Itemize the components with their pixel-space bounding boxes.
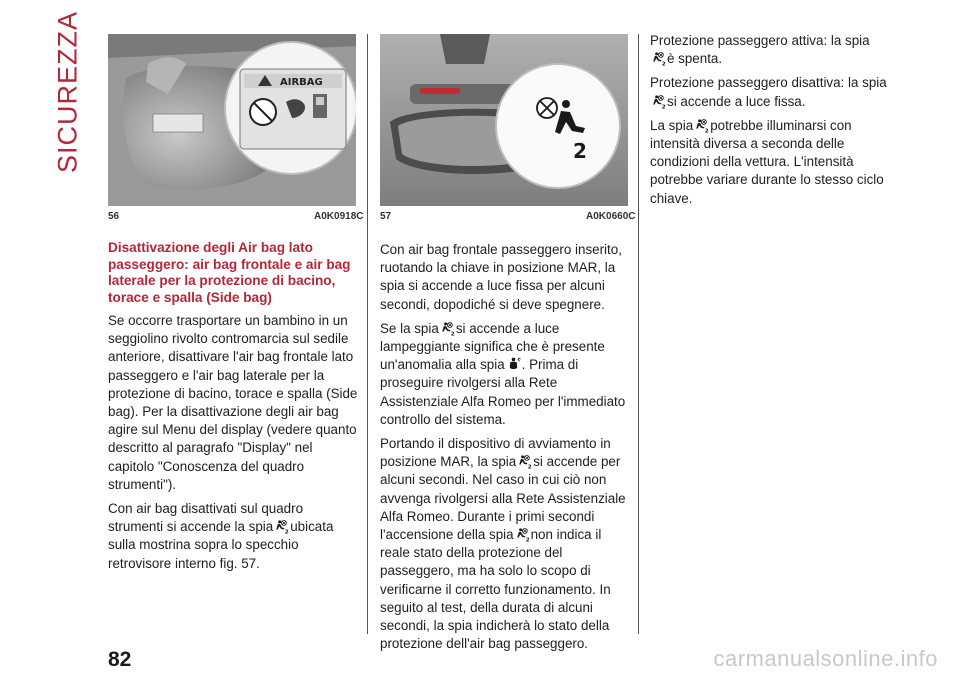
airbag-off-icon: [651, 94, 666, 109]
figure-57-number: 57: [380, 211, 392, 222]
figure-57-label: 2: [573, 139, 587, 163]
column-2: [380, 241, 630, 659]
figure-56-code: A0K0918C: [314, 211, 364, 222]
column-1: [108, 240, 358, 579]
section-title-text: SICUREZZA: [52, 10, 83, 174]
airbag-off-icon: [274, 519, 289, 534]
paragraph: [650, 32, 900, 68]
watermark: carmanualsonline.info: [713, 646, 938, 671]
figure-57-image: [380, 34, 628, 206]
column-divider-1: [367, 34, 368, 634]
column-3: [650, 32, 900, 214]
figure-56-label: AIRBAG: [280, 77, 323, 88]
airbag-off-icon: [440, 321, 455, 336]
text: potrebbe illuminarsi con intensità diversa a seconda delle condizioni della vettura. L'intensità potrebbe variare durante lo stesso ciclo chiave.: [650, 117, 884, 206]
text: si accende a luce fissa.: [667, 93, 806, 109]
paragraph: [380, 435, 630, 653]
text: non indica il reale stato della protezione del passeggero, ma ha solo lo scopo di verificarne il corretto funzionamento. In seguito al test, della durata di alcuni secondi, la spia indicherà lo stato della protezione dell'air bag passeggero.: [380, 527, 611, 652]
paragraph: [650, 117, 900, 208]
figure-57-code: A0K0660C: [586, 211, 636, 222]
section-title: [48, 10, 88, 174]
page-number: 82: [108, 648, 132, 671]
text: Protezione passeggero disattiva: la spia: [650, 75, 887, 91]
text: . Prima di proseguire rivolgersi alla Rete Assistenziale Alfa Romeo per l'immediato controllo del sistema.: [380, 357, 626, 427]
section-heading: Disattivazione degli Air bag lato passeggero: air bag frontale e air bag laterale per la protezione di bacino, torace e spalla (Side bag): [108, 240, 351, 305]
airbag-warning-icon: [506, 357, 521, 372]
text: Portando il dispositivo di avviamento in posizione MAR, la spia: [380, 436, 611, 470]
paragraph: [650, 74, 900, 110]
text: La spia: [650, 117, 694, 133]
text: Protezione passeggero attiva: la spia: [650, 33, 870, 48]
airbag-off-icon: [517, 454, 532, 469]
figure-56-image: [108, 34, 356, 206]
text: ubicata sulla mostrina sopra lo specchio retrovisore interno fig. 57.: [108, 519, 334, 571]
figure-56-number: 56: [108, 211, 120, 222]
text: Se la spia: [380, 320, 439, 336]
paragraph: [108, 500, 358, 573]
paragraph: Se occorre trasportare un bambino in un seggiolino rivolto contromarcia sul sedile anteriore, disattivare l'air bag frontale lato passeggero e l'air bag laterale per la protezione di bacino, torace e spalla (Side bag). Per la disattivazione degli air bag agire sul Menu del display (vedere quanto descritto al paragrafo "Display" nel capitolo "Conoscenza del quadro strumenti").: [108, 313, 358, 492]
text: è spenta.: [667, 51, 723, 67]
paragraph: Con air bag frontale passeggero inserito, ruotando la chiave in posizione MAR, la spia si accende a luce fissa per alcuni secondi, dopodiché si deve spegnere.: [380, 242, 622, 312]
paragraph: [380, 320, 630, 429]
airbag-off-icon: [651, 51, 666, 66]
text: Con air bag disattivati sul quadro strumenti si accende la spia: [108, 501, 304, 535]
airbag-off-icon: [694, 118, 709, 133]
column-divider-2: [638, 34, 639, 634]
airbag-off-icon: [515, 527, 530, 542]
text: si accende per alcuni secondi. Nel caso in cui ciò non avvenga rivolgersi alla Rete Assistenziale Alfa Romeo. Durante i primi secondi l'accensione della spia: [380, 454, 626, 543]
text: si accende a luce lampeggiante significa che è presente un'anomalia alla spia: [380, 320, 605, 373]
